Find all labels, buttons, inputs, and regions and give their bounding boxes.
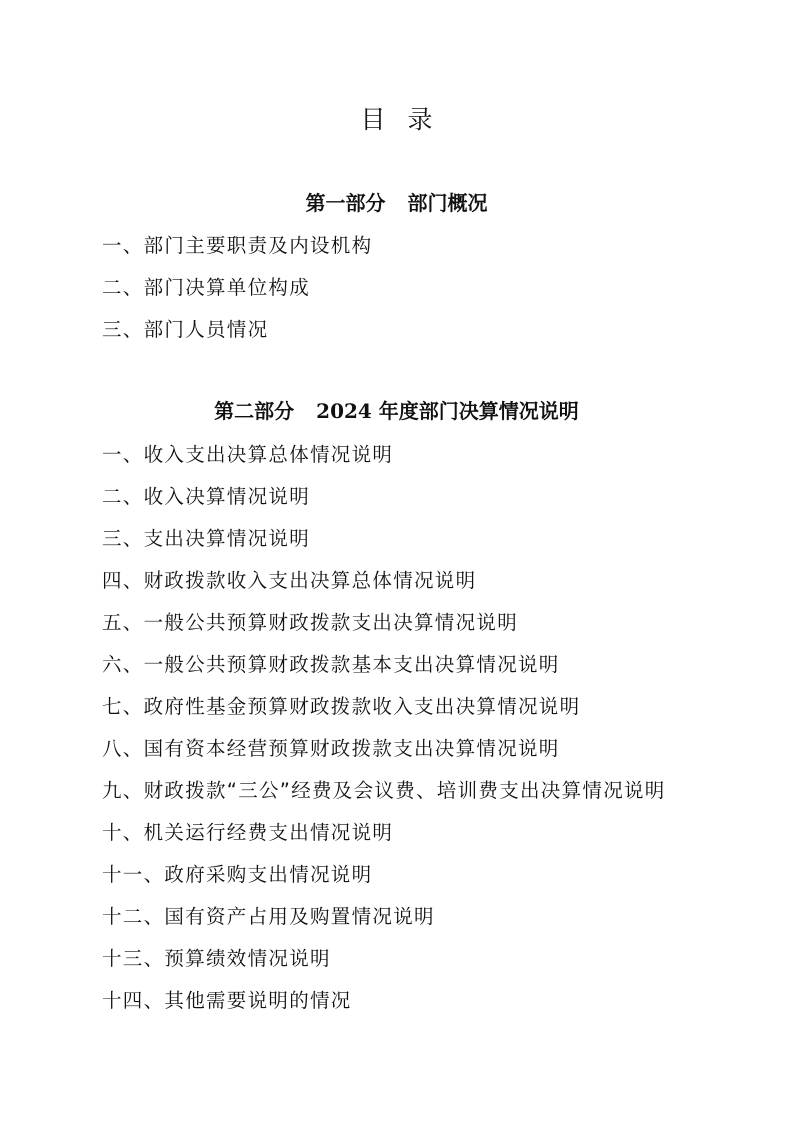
- section-part-label: 第二部分: [214, 399, 295, 423]
- toc-item: 八、国有资本经营预算财政拨款支出决算情况说明: [102, 737, 560, 760]
- toc-item: 二、部门决算单位构成: [102, 276, 311, 299]
- section-heading-part-2: [0, 397, 793, 425]
- toc-item: 三、支出决算情况说明: [102, 527, 311, 550]
- toc-item: 十一、政府采购支出情况说明: [102, 863, 373, 886]
- toc-item: 三、部门人员情况: [102, 318, 269, 341]
- section-part-name: 2024 年度部门决算情况说明: [316, 399, 579, 423]
- toc-item: 六、一般公共预算财政拨款基本支出决算情况说明: [102, 653, 560, 676]
- title-char-1: 目: [360, 105, 386, 134]
- toc-item: 七、政府性基金预算财政拨款收入支出决算情况说明: [102, 695, 581, 718]
- section-part-name: 部门概况: [407, 191, 488, 215]
- toc-item: 九、财政拨款“三公”经费及会议费、培训费支出决算情况说明: [102, 779, 666, 802]
- toc-item: 四、财政拨款收入支出决算总体情况说明: [102, 569, 477, 592]
- section-part-label: 第一部分: [305, 191, 386, 215]
- title-char-2: 录: [407, 105, 433, 134]
- toc-item: 一、部门主要职责及内设机构: [102, 234, 373, 257]
- toc-item: 十三、预算绩效情况说明: [102, 947, 331, 970]
- toc-item: 十四、其他需要说明的情况: [102, 989, 352, 1012]
- page-title: [0, 103, 793, 137]
- toc-item: 二、收入决算情况说明: [102, 485, 311, 508]
- toc-item: 十二、国有资产占用及购置情况说明: [102, 905, 435, 928]
- section-heading-part-1: [0, 189, 793, 217]
- toc-item: 十、机关运行经费支出情况说明: [102, 821, 394, 844]
- toc-item: 一、收入支出决算总体情况说明: [102, 443, 394, 466]
- toc-item: 五、一般公共预算财政拨款支出决算情况说明: [102, 611, 519, 634]
